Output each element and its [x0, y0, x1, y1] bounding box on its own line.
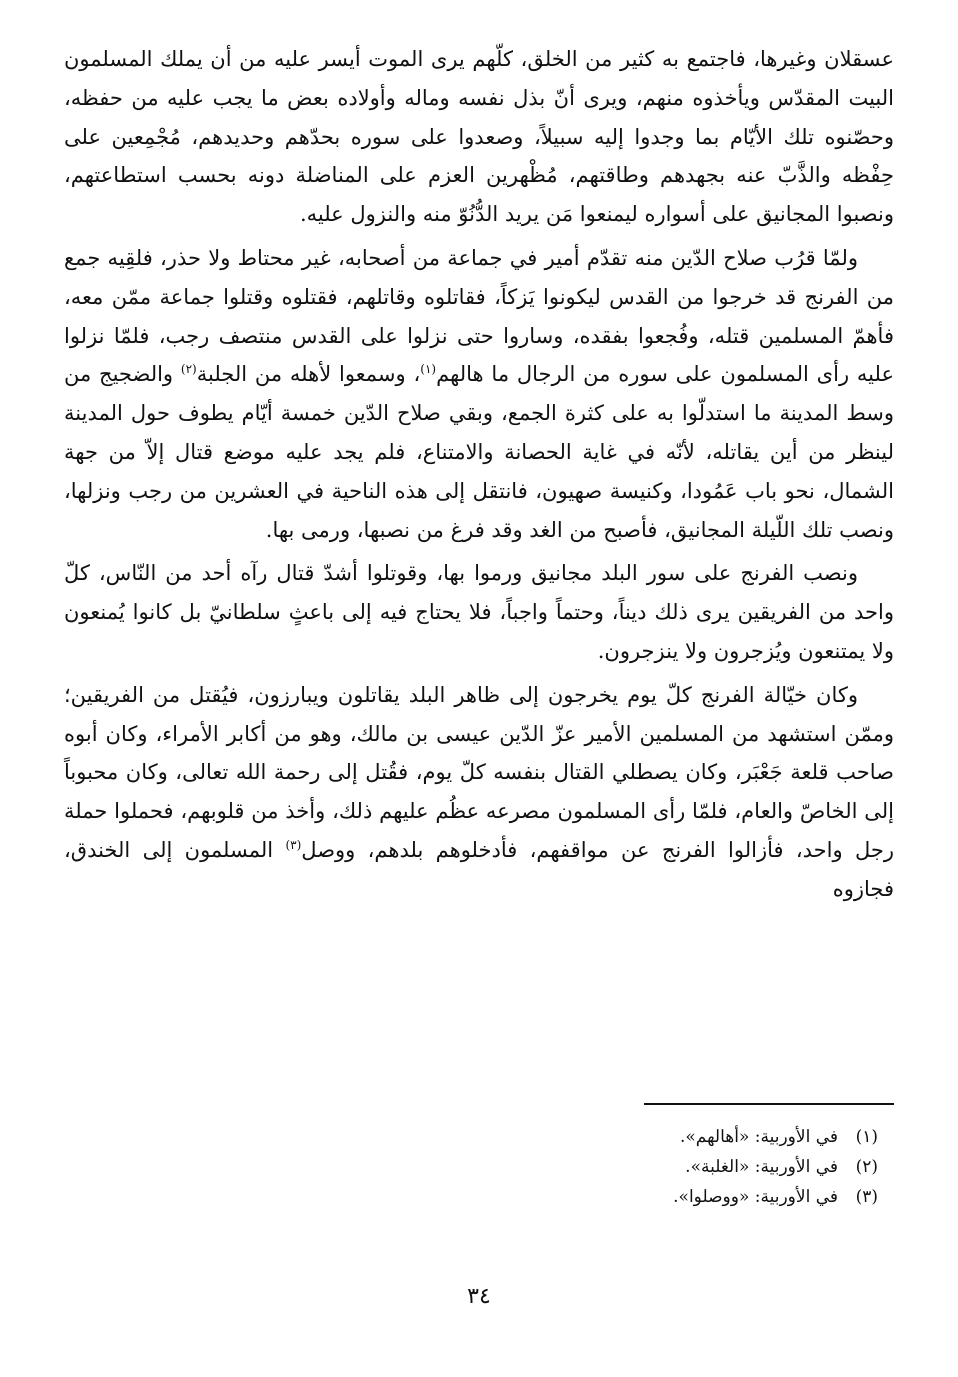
footnote-text: في الأوربية: «الغلبة». — [685, 1157, 838, 1177]
paragraph-2-part-2: ، وسمعوا لأهله من الجلبة — [196, 362, 421, 387]
page-body — [64, 40, 894, 914]
page-number: ٣٤ — [467, 1284, 491, 1309]
footnote-number: (٢) — [855, 1157, 878, 1177]
paragraph-4-part-2: المسلمون إلى الخندق، فجازوه — [64, 837, 894, 901]
paragraph-4-part-1: وكان خيّالة الفرنج كلّ يوم يخرجون إلى ظاهر البلد يقاتلون ويبارزون، فيُقتل من الفريقين؛ وممّن استشهد من المسلمين الأمير عزّ الدّين عيسى بن مالك، وهو من أكابر الأمراء، وكان أبوه صاحب قلعة جَعْبَر، وكان يصطلي القتال بنفسه كلّ يوم، فقُتل إلى رحمة الله تعالى، وكان محبوباً إلى الخاصّ والعام، فلمّا رأى المسلمون مصرعه عظُم عليهم ذلك، وأخذ من قلوبهم، فحملوا حملة رجل واحد، فأزالوا الفرنج عن مواقفهم، فأدخلوهم بلدهم، ووصل — [64, 682, 895, 862]
footnote-3 — [178, 1182, 878, 1212]
paragraph-2-part-1: ولمّا قرُب صلاح الدّين منه تقدّم أمير في جماعة من أصحابه، غير محتاط ولا حذر، فلقِيه جمع من الفرنج قد خرجوا من القدس ليكونوا يَزكاً، فقاتلوه وقاتلهم، فقتلوه وقتلوا جماعة ممّن معه، فأهمّ المسلمين قتله، وفُجعوا بفقده، وساروا حتى نزلوا على القدس منتصف رجب، فلمّا نزلوا عليه رأى المسلمون على سوره من الرجال ما هالهم — [64, 245, 894, 387]
paragraph-1: عسقلان وغيرها، فاجتمع به كثير من الخلق، كلّهم يرى الموت أيسر عليه من أن يملك المسلمون البيت المقدّس ويأخذوه منهم، ويرى أنّ بذل نفسه وماله وأولاده بعض ما يجب عليه من حفظه، وحصّنوه تلك الأيّام بما وجدوا إليه سبيلاً، وصعدوا على سوره بحدّهم وحديدهم، مُجْمِعين على حِفْظه والذَّبّ عنه بجهدهم وطاقتهم، مُظْهرين العزم على المناضلة دونه بحسب استطاعتهم، ونصبوا المجانيق على أسواره ليمنعوا مَن يريد الدُّنُوّ منه والنزول عليه. — [64, 47, 894, 227]
footnotes — [178, 1122, 878, 1212]
footnote-number: (١) — [855, 1127, 878, 1147]
footnote-1 — [178, 1122, 878, 1152]
main-text — [64, 40, 894, 909]
footnote-divider — [644, 1103, 894, 1105]
paragraph-4 — [64, 676, 894, 909]
footnote-ref-2[interactable]: (٢) — [180, 362, 197, 377]
paragraph-2 — [64, 239, 894, 549]
footnote-text: في الأوربية: «ووصلوا». — [673, 1187, 838, 1207]
footnote-text: في الأوربية: «أهالهم». — [679, 1127, 838, 1147]
footnote-2 — [178, 1152, 878, 1182]
footnote-ref-3[interactable]: (٣) — [285, 837, 302, 852]
footnote-ref-1[interactable]: (١) — [420, 362, 437, 377]
paragraph-3: ونصب الفرنج على سور البلد مجانيق ورموا بها، وقوتلوا أشدّ قتال رآه أحد من النّاس، كلّ واحد من الفريقين يرى ذلك ديناً، وحتماً واجباً، فلا يحتاج فيه إلى باعثٍ سلطانيّ بل كانوا يُمنعون ولا يمتنعون ويُزجرون ولا ينزجرون. — [64, 561, 894, 663]
footnote-number: (٣) — [855, 1187, 878, 1207]
paragraph-2-part-3: والضجيج من وسط المدينة ما استدلّوا به على كثرة الجمع، وبقي صلاح الدّين خمسة أيّام يطوف حول المدينة لينظر من أين يقاتله، لأنّه في غاية الحصانة والامتناع، فلم يجد عليه موضع قتال إلاّ من جهة الشمال، نحو باب عَمُودا، وكنيسة صهيون، فانتقل إلى هذه الناحية في العشرين من رجب ونزلها، ونصب تلك اللّيلة المجانيق، فأصبح من الغد وقد فرغ من نصبها، ورمى بها. — [64, 362, 894, 542]
